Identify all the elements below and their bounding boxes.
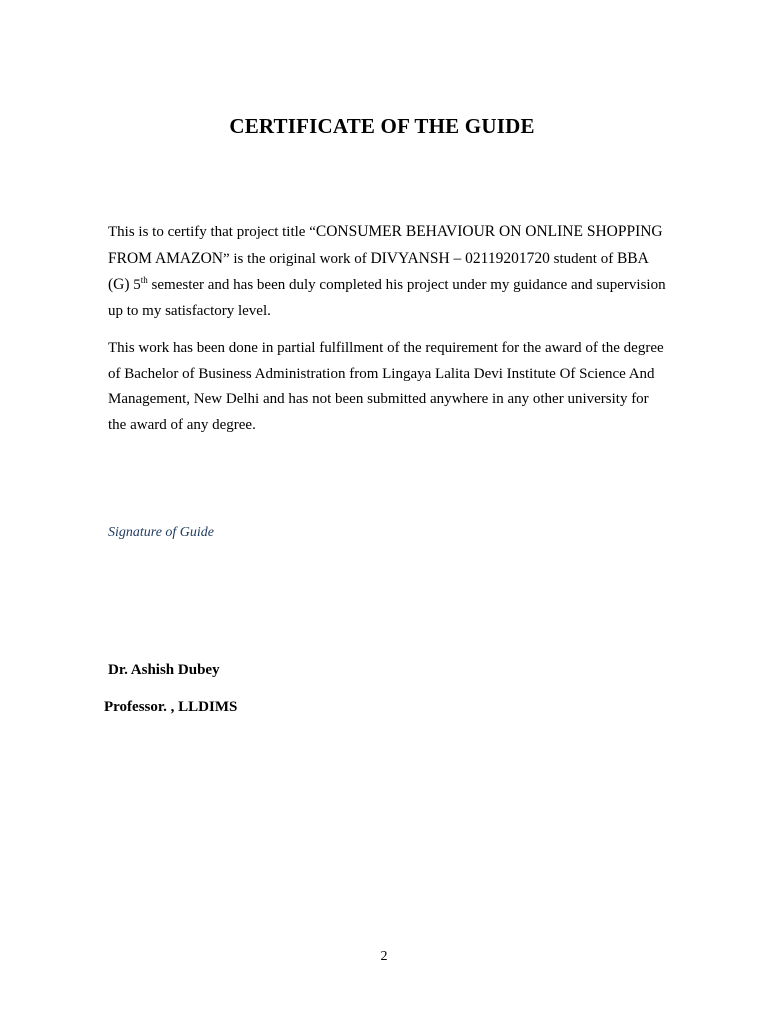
paragraph-text: This is to certify that project title “ — [108, 224, 316, 240]
guide-designation: Professor. , LLDIMS — [104, 699, 238, 715]
semester-superscript: th — [140, 275, 148, 285]
page-title: CERTIFICATE OF THE GUIDE — [229, 114, 535, 138]
certificate-paragraph-2: This work has been done in partial fulfillment of the requirement for the award of the degree of Bachelor of Business Administration from Lingaya Lalita Devi Institute Of Science And Management, New Delhi and has not been submitted anywhere in any other university for the award of any degree. — [108, 340, 664, 433]
paragraph-text: student of — [549, 250, 617, 267]
paragraph-text: semester and has been duly completed his project under my guidance and supervision up to my satisfactory level. — [108, 277, 666, 319]
page-number: 2 — [380, 949, 388, 964]
project-title: CONSUMER BEHAVIOUR ON ONLINE SHOPPING FROM AMAZON — [108, 223, 663, 267]
student-name: DIVYANSH – 02119201720 — [370, 249, 550, 267]
certificate-paragraph-1 — [108, 219, 668, 324]
paragraph-text: ” is the original work of — [222, 250, 371, 267]
signature-label: Signature of Guide — [108, 525, 215, 540]
guide-name: Dr. Ashish Dubey — [108, 662, 220, 678]
course-name: BBA (G) — [108, 249, 648, 293]
semester-number: 5 — [133, 277, 141, 293]
